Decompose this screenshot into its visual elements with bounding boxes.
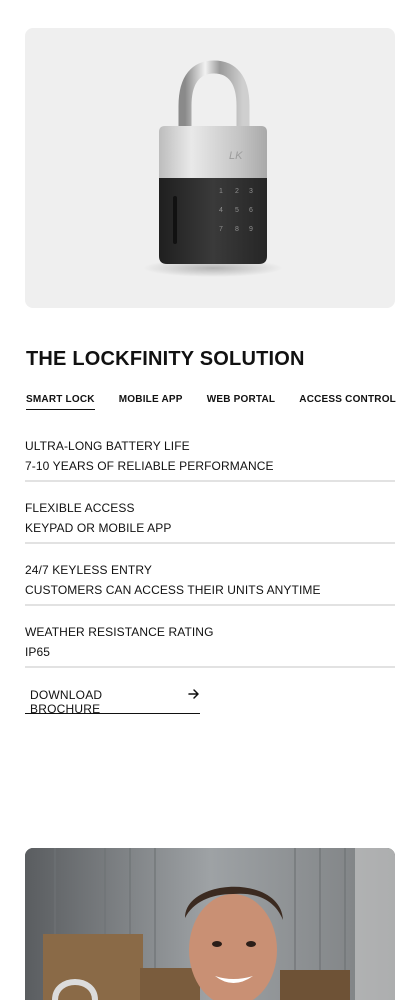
svg-text:1: 1 xyxy=(219,188,223,195)
feature-detail: CUSTOMERS CAN ACCESS THEIR UNITS ANYTIME xyxy=(25,583,321,597)
list-item xyxy=(25,420,395,482)
padlock-illustration xyxy=(25,28,395,308)
product-tabs xyxy=(26,394,396,410)
feature-detail: 7-10 YEARS OF RELIABLE PERFORMANCE xyxy=(25,459,274,473)
tab-smart-lock[interactable]: SMART LOCK xyxy=(26,394,95,410)
tab-web-portal[interactable]: WEB PORTAL xyxy=(206,394,276,405)
svg-text:LK: LK xyxy=(229,150,243,162)
arrow-right-icon xyxy=(188,688,200,700)
tab-access-control[interactable]: ACCESS CONTROL xyxy=(299,394,396,405)
list-item xyxy=(25,544,395,606)
svg-text:6: 6 xyxy=(249,207,253,214)
hero-product-image xyxy=(25,28,395,308)
feature-title: 24/7 KEYLESS ENTRY xyxy=(25,563,152,577)
svg-text:2: 2 xyxy=(235,188,239,195)
svg-text:9: 9 xyxy=(249,226,253,233)
svg-text:4: 4 xyxy=(219,207,223,214)
feature-detail: IP65 xyxy=(25,645,51,659)
download-brochure-label: DOWNLOAD BROCHURE xyxy=(30,688,103,716)
svg-text:7: 7 xyxy=(219,226,223,233)
feature-detail: KEYPAD OR MOBILE APP xyxy=(25,521,172,535)
feature-title: FLEXIBLE ACCESS xyxy=(25,501,135,515)
section-title: THE LOCKFINITY SOLUTION xyxy=(26,348,305,370)
svg-text:3: 3 xyxy=(249,188,253,195)
customer-photo xyxy=(25,848,395,1000)
svg-text:8: 8 xyxy=(235,226,239,233)
download-brochure-link[interactable] xyxy=(25,682,200,714)
feature-title: ULTRA-LONG BATTERY LIFE xyxy=(25,439,190,453)
person-photo-illustration xyxy=(25,848,395,1000)
feature-list xyxy=(25,420,395,668)
feature-title: WEATHER RESISTANCE RATING xyxy=(25,625,214,639)
tab-mobile-app[interactable]: MOBILE APP xyxy=(118,394,183,405)
list-item xyxy=(25,606,395,668)
svg-text:5: 5 xyxy=(235,207,239,214)
list-item xyxy=(25,482,395,544)
